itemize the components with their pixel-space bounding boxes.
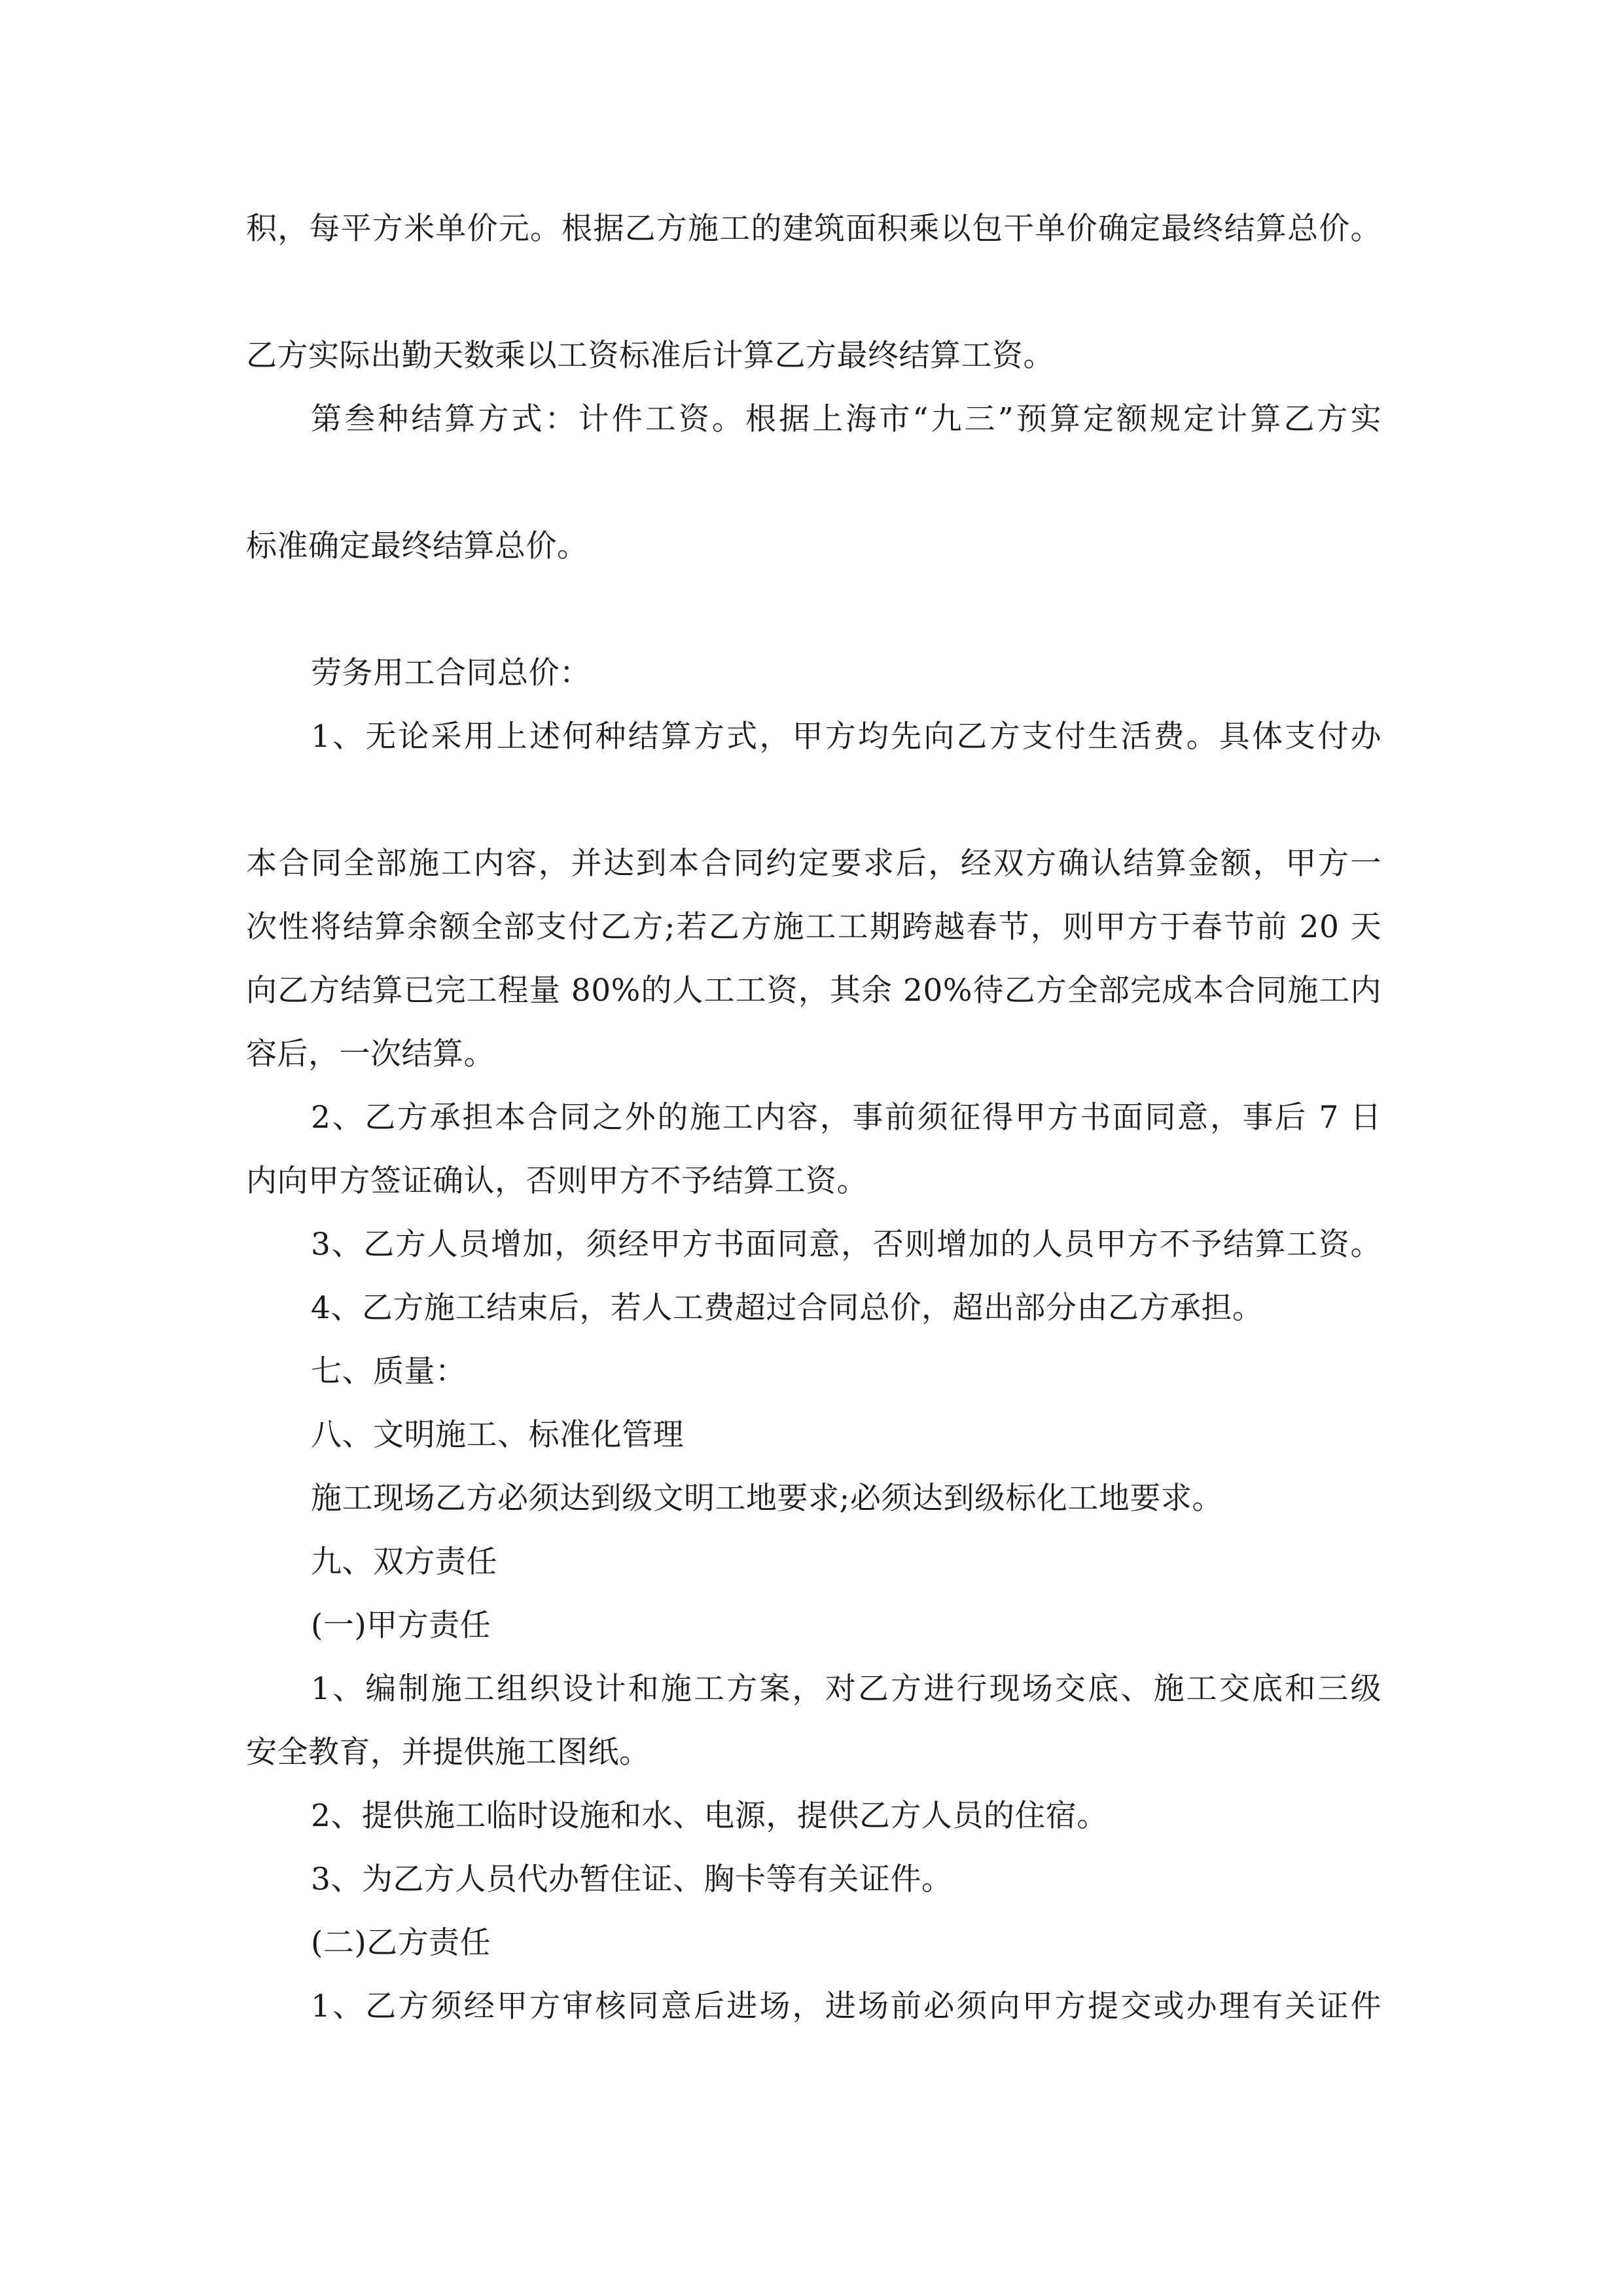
text-line: 容后，一次结算。 — [246, 1036, 495, 1072]
text-line: 内向甲方签证确认，否则甲方不予结算工资。 — [246, 1163, 868, 1199]
text-line — [246, 450, 1382, 516]
text-line: 乙方实际出勤天数乘以工资标准后计算乙方最终结算工资。 — [246, 338, 1054, 374]
text-line: 本合同全部施工内容，并达到本合同约定要求后，经双方确认结算金额，甲方一 — [246, 846, 1382, 882]
text-line: 第叁种结算方式：计件工资。根据上海市“九三”预算定额规定计算乙方实 — [311, 401, 1382, 437]
subsection-heading: (一)甲方责任 — [311, 1607, 491, 1643]
text-line: 3、乙方人员增加，须经甲方书面同意，否则增加的人员甲方不予结算工资。 — [311, 1227, 1382, 1263]
text-line: 4、乙方施工结束后，若人工费超过合同总价，超出部分由乙方承担。 — [311, 1290, 1264, 1326]
text-line: 3、为乙方人员代办暂住证、胸卡等有关证件。 — [311, 1861, 953, 1897]
text-line — [311, 577, 1382, 643]
text-line: 劳务用工合同总价： — [311, 655, 591, 691]
text-line: 向乙方结算已完工程量 80%的人工工资，其余 20%待乙方全部完成本合同施工内 — [246, 973, 1382, 1009]
subsection-heading: (二)乙方责任 — [311, 1925, 491, 1961]
text-line: 安全教育，并提供施工图纸。 — [246, 1734, 651, 1770]
section-heading: 七、质量： — [311, 1354, 467, 1390]
text-line: 标准确定最终结算总价。 — [246, 528, 588, 564]
text-line — [311, 260, 1382, 325]
text-line: 1、乙方须经甲方审核同意后进场，进场前必须向甲方提交或办理有关证件 — [311, 1988, 1382, 2024]
text-line: 2、乙方承担本合同之外的施工内容，事前须征得甲方书面同意，事后 7 日 — [311, 1100, 1382, 1136]
text-line: 积，每平方米单价元。根据乙方施工的建筑面积乘以包干单价确定最终结算总价。 — [246, 211, 1382, 247]
text-line: 2、提供施工临时设施和水、电源，提供乙方人员的住宿。 — [311, 1798, 1108, 1834]
section-heading: 九、双方责任 — [311, 1544, 497, 1580]
text-line: 施工现场乙方必须达到级文明工地要求;必须达到级标化工地要求。 — [311, 1480, 1223, 1516]
text-line: 1、编制施工组织设计和施工方案，对乙方进行现场交底、施工交底和三级 — [311, 1671, 1382, 1707]
text-line: 次性将结算余额全部支付乙方;若乙方施工工期跨越春节，则甲方于春节前 20 天 — [246, 909, 1382, 945]
text-line: 1、无论采用上述何种结算方式，甲方均先向乙方支付生活费。具体支付办 — [311, 719, 1382, 755]
section-heading: 八、文明施工、标准化管理 — [311, 1417, 684, 1453]
text-line — [246, 768, 1382, 833]
